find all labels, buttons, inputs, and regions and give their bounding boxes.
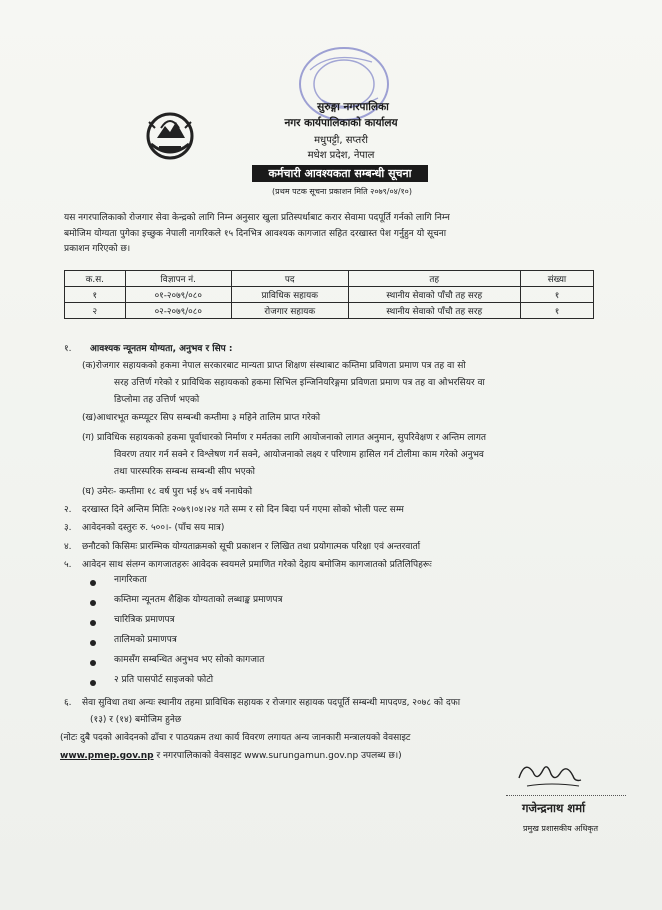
table-cell: १ — [520, 287, 593, 303]
bullet-dot — [90, 660, 96, 666]
bullet-dot — [90, 620, 96, 626]
signatory-title: प्रमुख प्रशासकीय अधिकृत — [523, 824, 599, 833]
table-cell: १ — [520, 303, 593, 319]
document-item: तालिमको प्रमाणपत्र — [114, 635, 177, 645]
vacancy-table — [64, 270, 594, 319]
table-cell: प्राविधिक सहायक — [231, 287, 348, 303]
service-facility-line-1: सेवा सुविधा तथा अन्यः स्थानीय तहमा प्राविधिक सहायक र रोजगार सहायक पदपूर्ति सम्बन्धी मापदण्ड, २०७८ को दफा — [82, 698, 461, 708]
province-name: मधेश प्रदेश, नेपाल — [307, 150, 375, 161]
table-cell: स्थानीय सेवाको पाँचौ तह सरह — [348, 303, 520, 319]
municipality-name: सुरुङ्गा नगरपालिका — [317, 101, 389, 113]
bullet-dot — [90, 600, 96, 606]
qualification-c-line-2: विवरण तयार गर्न सक्ने र विश्लेषण गर्न सक्ने, आयोजनाको लक्ष्य र परिणाम हासिल गर्न टोलीमा काम गरेको अनुभव — [114, 450, 484, 460]
qualification-a-line-3: डिप्लोमा तह उत्तिर्ण भएको — [114, 395, 200, 405]
service-facility-line-2: (१३) र (१४) बमोजिम हुनेछ — [90, 715, 182, 725]
document-item: चारित्रिक प्रमाणपत्र — [114, 615, 175, 625]
note-line-1: (नोटः दुबै पदको आवेदनको ढाँचा र पाठयक्रम तथा कार्य विवरण लगायत अन्य जानकारी मन्त्रालयको वेवसाइट — [60, 733, 411, 743]
table-header-cell: पद — [231, 271, 348, 287]
section-6-number: ६. — [64, 698, 72, 708]
application-deadline: दरखास्त दिने अन्तिम मितिः २०७९।०४।२४ गते सम्म र सो दिन बिदा पर्न गएमा सोको भोली पल्ट सम्म — [82, 505, 404, 515]
signatory-name: गजेन्द्रनाथ शर्मा — [522, 801, 586, 815]
intro-line-3: प्रकाशन गरिएको छ। — [64, 244, 131, 254]
signature-line — [506, 795, 626, 796]
office-name: नगर कार्यपालिकाको कार्यालय — [284, 117, 398, 129]
intro-paragraph — [64, 211, 612, 258]
selection-method: छनौटको किसिमः प्रारम्भिक योग्यताक्रमको सूची प्रकाशन र लिखित तथा प्रयोगात्मक परिक्षा एवं अन्तरवार्ता — [82, 542, 421, 552]
section-1-heading: आवश्यक न्यूनतम योग्यता, अनुभव र सिप : — [90, 344, 233, 354]
table-cell: स्थानीय सेवाको पाँचौ तह सरह — [348, 287, 520, 303]
table-header-row — [65, 271, 594, 287]
document-item: कामसँग सम्बन्धित अनुभव भए सोको कागजात — [114, 655, 265, 665]
section-3-number: ३. — [64, 523, 72, 533]
qualification-d: (घ) उमेरः- कम्तीमा १८ वर्ष पुरा भई ४५ वर्ष ननाघेको — [82, 487, 253, 497]
intro-line-2: बमोजिम योग्यता पुगेका इच्छुक नेपाली नागरिकले १५ दिनभित्र आवश्यक कागजात सहित दरखास्त पेश गर्नुहुन यो सूचना — [64, 228, 447, 239]
table-cell: १ — [65, 287, 126, 303]
bullet-dot — [90, 580, 96, 586]
table-header-cell: संख्या — [520, 271, 593, 287]
office-address: मधुपट्टी, सप्तरी — [314, 135, 368, 146]
document-item: २ प्रति पासपोर्ट साइजको फोटो — [114, 675, 214, 685]
section-5-number: ५. — [64, 560, 72, 570]
document-item: कम्तिमा न्यूनतम शैक्षिक योग्यताको लब्धाङ्क प्रमाणपत्र — [114, 595, 283, 605]
qualification-a-line-2: सरह उत्तिर्ण गरेको र प्राविधिक सहायकको हकमा सिभिल इन्जिनियरिङ्गमा प्रविणता प्रमाण पत्र तह वा ओभरसियर वा — [114, 378, 485, 388]
qualification-a-line-1: (क)रोजगार सहायकको हकमा नेपाल सरकारबाट मान्यता प्राप्त शिक्षण संस्थाबाट कम्तिमा प्रविणता प्रमाण पत्र तह वा सो — [82, 361, 466, 371]
table-cell: ०१-२०७९/०८० — [125, 287, 231, 303]
table-header-cell: तह — [348, 271, 520, 287]
table-cell: रोजगार सहायक — [231, 303, 348, 319]
table-cell: ०२-२०७९/०८० — [125, 303, 231, 319]
table-header-cell: विज्ञापन नं. — [125, 271, 231, 287]
signature-icon — [515, 752, 585, 792]
intro-line-1: यस नगरपालिकाको रोजगार सेवा केन्द्रको लागि निम्न अनुसार खुला प्रतिस्पर्धाबाट करार सेवामा पदपूर्ति गर्नको लागि निम्न — [64, 213, 450, 223]
required-documents-heading: आवेदन साथ संलग्न कागजातहरुः आवेदक स्वयमले प्रमाणित गरेको देहाय बमोजिम कागजातको प्रतिलिपिहरूः — [82, 560, 432, 570]
section-2-number: २. — [64, 505, 72, 515]
notice-subtitle: (प्रथम पटक सूचना प्रकाशन मिति २०७९/०४/१०) — [272, 187, 412, 196]
section-1-number: १. — [64, 344, 72, 354]
note-line-2-rest: र नगरपालिकाको वेवसाइट www.surungamun.gov.np उपलब्ध छ।) — [153, 751, 402, 761]
application-fee: आवेदनको दस्तुरः रु. ५००।- (पाँच सय मात्र) — [82, 523, 225, 533]
table-row — [65, 287, 594, 303]
qualification-b: (ख)आधारभूत कम्प्यूटर सिप सम्बन्धी कम्तीमा ३ महिने तालिम प्राप्त गरेको — [82, 413, 321, 423]
section-4-number: ४. — [64, 542, 72, 552]
table-cell: २ — [65, 303, 126, 319]
qualification-c-line-1: (ग) प्राविधिक सहायकको हकमा पूर्वाधारको निर्माण र मर्मतका लागि आयोजनाको लागत अनुमान, सुपरिवेक्षण र अन्तिम लागत — [82, 433, 487, 443]
bullet-dot — [90, 680, 96, 686]
qualification-c-line-3: तथा पारस्परिक सम्बन्ध सम्बन्धी सीप भएको — [114, 467, 255, 477]
notice-title: कर्मचारी आवश्यकता सम्बन्धी सूचना — [252, 165, 428, 182]
table-row — [65, 303, 594, 319]
table-header-cell: क.स. — [65, 271, 126, 287]
document-item: नागरिकता — [114, 575, 147, 585]
bullet-dot — [90, 640, 96, 646]
pmep-website-link[interactable]: www.pmep.gov.np — [60, 751, 154, 761]
